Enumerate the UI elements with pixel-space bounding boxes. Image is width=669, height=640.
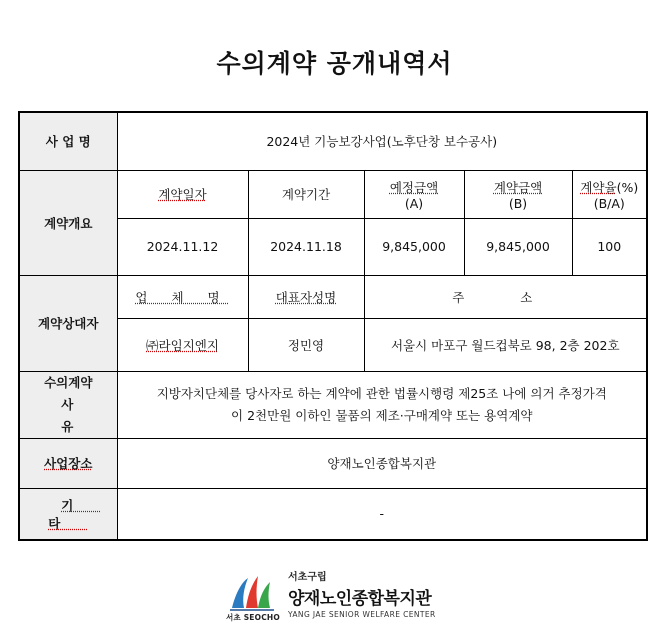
- location-label: 사업장소: [19, 438, 117, 488]
- page-title: 수의계약 공개내역서: [216, 49, 453, 78]
- project-label: 사 업 명: [19, 112, 117, 170]
- contract-amount-header: 계약금액 (B): [464, 170, 572, 218]
- contract-period-value: 2024.11.18: [248, 218, 364, 275]
- project-value: 2024년 기능보강사업(노후단창 보수공사): [117, 112, 647, 170]
- contract-amount-value: 9,845,000: [464, 218, 572, 275]
- estimated-amount-header: 예정금액 (A): [364, 170, 464, 218]
- address-value: 서울시 마포구 월드컵북로 98, 2층 202호: [364, 318, 647, 371]
- address-header: 주 소: [364, 275, 647, 318]
- project-row: [19, 112, 647, 170]
- welfare-center-logo: [226, 568, 456, 624]
- contract-rate-header: 계약율(%) (B/A): [572, 170, 647, 218]
- company-value: ㈜라임지엔지: [117, 318, 248, 371]
- estimated-amount-value: 9,845,000: [364, 218, 464, 275]
- contract-period-header: 계약기간: [248, 170, 364, 218]
- overview-label: 계약개요: [19, 170, 117, 275]
- center-english-name: YANG JAE SENIOR WELFARE CENTER: [288, 610, 436, 619]
- counterparty-header-row: [19, 275, 647, 318]
- representative-header: 대표자성명: [248, 275, 364, 318]
- misc-value: -: [117, 488, 647, 540]
- misc-row: [19, 488, 647, 540]
- overview-header-row: [19, 170, 647, 218]
- seocho-label: 서초 SEOCHO: [226, 613, 280, 622]
- reason-label: 수의계약 사 유: [19, 371, 117, 438]
- location-value: 양재노인종합복지관: [117, 438, 647, 488]
- contract-rate-value: 100: [572, 218, 647, 275]
- contract-date-value: 2024.11.12: [117, 218, 248, 275]
- contract-disclosure-table: [18, 111, 648, 541]
- representative-value: 정민영: [248, 318, 364, 371]
- location-row: [19, 438, 647, 488]
- company-header: 업 체 명: [117, 275, 248, 318]
- center-name: 양재노인종합복지관: [288, 589, 432, 609]
- counterparty-label: 계약상대자: [19, 275, 117, 371]
- misc-label: 기 타: [19, 488, 117, 540]
- reason-row: [19, 371, 647, 438]
- contract-date-header: 계약일자: [117, 170, 248, 218]
- logo-text-block: [288, 568, 436, 619]
- district-label: 서초구립: [288, 572, 327, 583]
- reason-text: 지방자치단체를 당사자로 하는 계약에 관한 법률시행령 제25조 나에 의거 추정가격 이 2천만원 이하인 물품의 제조·구매계약 또는 용역계약: [117, 371, 647, 438]
